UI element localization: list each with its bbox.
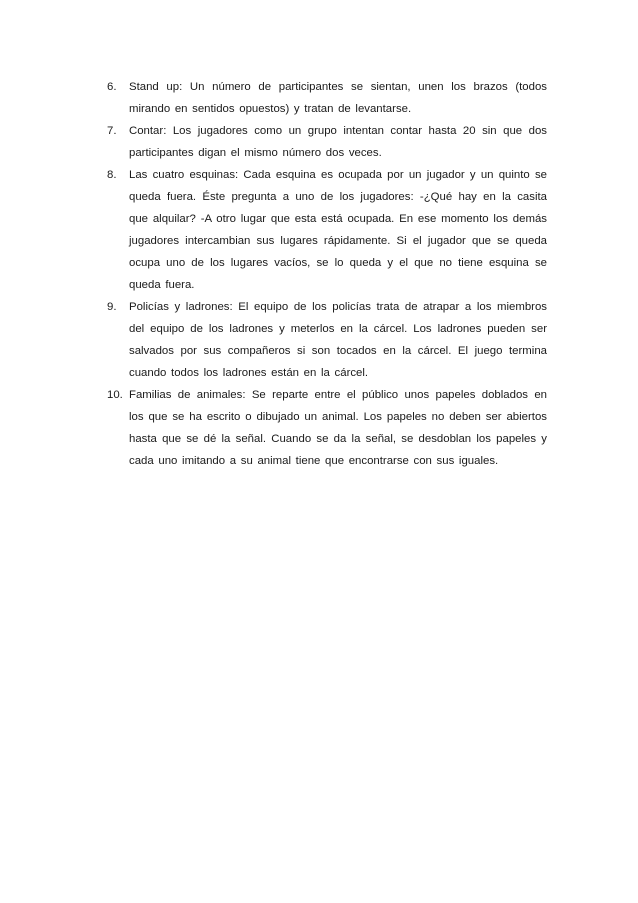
list-item-number: 6. (107, 81, 117, 93)
list-item (107, 120, 547, 164)
list-item-text: Contar: Los jugadores como un grupo intentan contar hasta 20 sin que dos participantes digan el mismo número dos veces. (129, 125, 547, 159)
list-item (107, 76, 547, 120)
list-item-text: Policías y ladrones: El equipo de los policías trata de atrapar a los miembros del equipo de los ladrones y meterlos en la cárcel. Los ladrones pueden ser salvados por sus compañeros si son tocados en la cárcel. El juego termina cuando todos los ladrones están en la cárcel. (129, 301, 547, 379)
list-item-number: 10. (107, 389, 123, 401)
list-item-number: 8. (107, 169, 117, 181)
list-item-number: 7. (107, 125, 117, 137)
list-item-text: Stand up: Un número de participantes se sientan, unen los brazos (todos mirando en sentidos opuestos) y tratan de levantarse. (129, 81, 547, 115)
list-item-number: 9. (107, 301, 117, 313)
list-item (107, 164, 547, 296)
numbered-list (107, 76, 547, 472)
list-item (107, 384, 547, 472)
list-item (107, 296, 547, 384)
list-item-text: Las cuatro esquinas: Cada esquina es ocupada por un jugador y un quinto se queda fuera. Éste pregunta a uno de los jugadores: -¿Qué hay en la casita que alquilar? -A otro lugar que esta está ocupada. En ese momento los demás jugadores intercambian sus lugares rápidamente. Si el jugador que se queda ocupa uno de los lugares vacíos, se lo queda y el que no tiene esquina se queda fuera. (129, 169, 547, 291)
list-item-text: Familias de animales: Se reparte entre el público unos papeles doblados en los que se ha escrito o dibujado un animal. Los papeles no deben ser abiertos hasta que se dé la señal. Cuando se da la señal, se desdoblan los papeles y cada uno imitando a su animal tiene que encontrarse con sus iguales. (129, 389, 547, 467)
